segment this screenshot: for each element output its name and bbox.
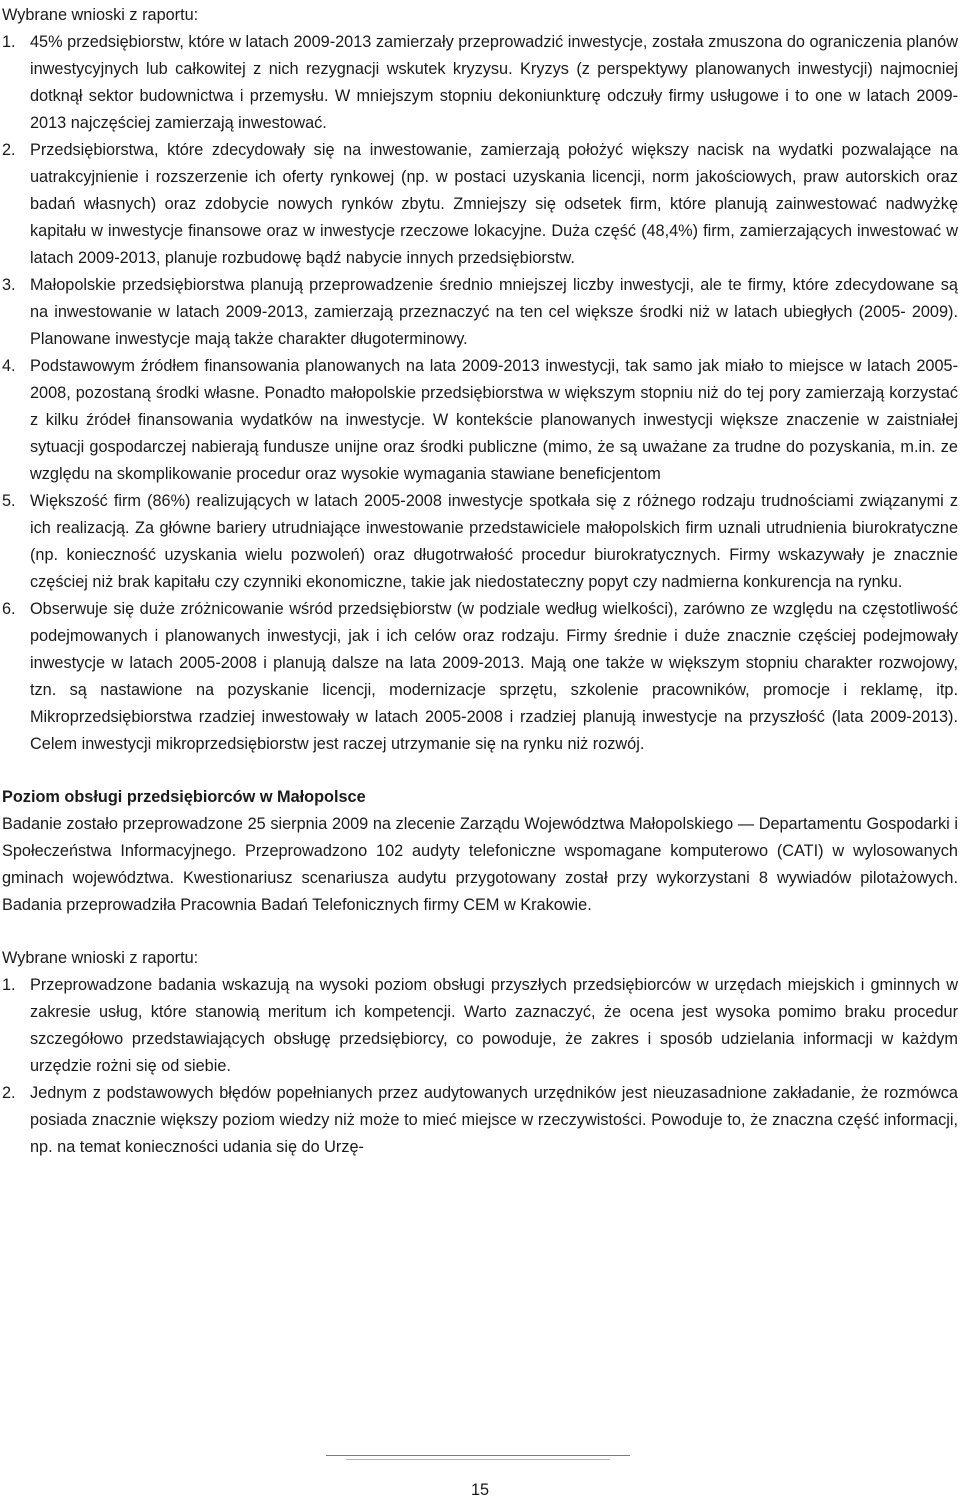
findings-intro-second: Wybrane wnioski z raportu: bbox=[2, 949, 199, 967]
page-number: 15 bbox=[470, 1481, 490, 1499]
list-item-number: 4. bbox=[2, 357, 16, 375]
list-item bbox=[2, 488, 958, 596]
list-item-text: Przeprowadzone badania wskazują na wysoki poziom obsługi przyszłych przedsiębiorców w urzędach miejskich i gminnych w zakresie usług, które stanowią meritum ich kompetencji. Warto zaznaczyć, że ocena jest wysoka pomimo braku procedur szczegółowo przedstawiających obsługę przedsiębiorcy, co powoduje, że zakres i sposób udzielania informacji w każdym urzędzie rożni się od siebie. bbox=[30, 976, 958, 1075]
list-item-text: Małopolskie przedsiębiorstwa planują przeprowadzenie średnio mniejszej liczby inwestycji, ale te firmy, które zdecydowane są na inwestowanie w latach 2009-2013, zamierzają przeznaczyć na ten cel większe środki niż w latach ubiegłych (2005- 2009). Planowane inwestycje mają także charakter długoterminowy. bbox=[30, 276, 958, 348]
footer-divider bbox=[326, 1455, 630, 1456]
list-item-number: 3. bbox=[2, 276, 16, 294]
list-item bbox=[2, 596, 958, 758]
list-item bbox=[2, 29, 958, 137]
list-item bbox=[2, 137, 958, 272]
section-paragraph: Badanie zostało przeprowadzone 25 sierpnia 2009 na zlecenie Zarządu Województwa Małopolskiego — Departamentu Gospodarki i Społeczeństwa Informacyjnego. Przeprowadzono 102 audyty telefoniczne wspomagane komputerowo (CATI) w wylosowanych gminach województwa. Kwestionariusz scenariusza audytu przygotowany został przy wykorzystani 8 wywiadów pilotażowych. Badania przeprowadziła Pracownia Badań Telefonicznych firmy CEM w Krakowie. bbox=[2, 815, 958, 914]
list-item bbox=[2, 1080, 958, 1161]
findings-list-second bbox=[2, 972, 958, 1161]
list-item-text: Obserwuje się duże zróżnicowanie wśród przedsiębiorstw (w podziale według wielkości), zarówno ze względu na częstotliwość podejmowanych i planowanych inwestycji, jak i ich celów oraz rodzaju. Firmy średnie i duże znacznie częściej podejmowały inwestycje w latach 2005-2008 i planują dalsze na lata 2009-2013. Mają one także w większym stopniu charakter rozwojowy, tzn. są nastawione na pozyskanie licencji, modernizacje sprzętu, szkolenie pracowników, promocje i reklamę, itp. Mikroprzedsiębiorstwa rzadziej inwestowały w latach 2005-2008 i rzadziej planują inwestycje na przyszłość (lata 2009-2013). Celem inwestycji mikroprzedsiębiorstw jest raczej utrzymanie się na rynku niż rozwój. bbox=[30, 600, 958, 753]
list-item-number: 2. bbox=[2, 1084, 16, 1102]
list-item-number: 5. bbox=[2, 492, 16, 510]
list-item-text: Większość firm (86%) realizujących w latach 2005-2008 inwestycje spotkała się z różnego rodzaju trudnościami związanymi z ich realizacją. Za główne bariery utrudniające inwestowanie przedstawiciele małopolskich firm uznali utrudnienia biurokratyczne (np. konieczność uzyskania wielu pozwoleń) oraz długotrwałość procedur biurokratycznych. Firmy wskazywały je znacznie częściej niż brak kapitału czy czynniki ekonomiczne, takie jak niedostateczny popyt czy nadmierna konkurencja na rynku. bbox=[30, 492, 958, 591]
list-item-text: Jednym z podstawowych błędów popełnianych przez audytowanych urzędników jest nieuzasadnione zakładanie, że rozmówca posiada znacznie większy poziom wiedzy niż może to mieć miejsce w rzeczywistości. Powoduje to, że znaczna część informacji, np. na temat konieczności udania się do Urzę- bbox=[30, 1084, 958, 1156]
list-item-number: 1. bbox=[2, 976, 16, 994]
footer-divider-secondary bbox=[346, 1459, 610, 1460]
list-item-text: Podstawowym źródłem finansowania planowanych na lata 2009-2013 inwestycji, tak samo jak miało to miejsce w latach 2005-2008, pozostaną środki własne. Ponadto małopolskie przedsiębiorstwa w większym stopniu niż do tej pory zamierzają korzystać z kilku źródeł finansowania wydatków na inwestycje. W kontekście planowanych inwestycji większe znaczenie w zaistniałej sytuacji gospodarczej nabierają fundusze unijne oraz środki publiczne (mimo, że są uważane za trudne do pozyskania, m.in. ze względu na skomplikowanie procedur oraz wysokie wymagania stawiane beneficjentom bbox=[30, 357, 958, 483]
list-item-number: 1. bbox=[2, 33, 16, 51]
section-heading: Poziom obsługi przedsiębiorców w Małopolsce bbox=[2, 788, 366, 806]
list-item-number: 2. bbox=[2, 141, 16, 159]
list-item bbox=[2, 353, 958, 488]
findings-list bbox=[2, 29, 958, 758]
list-item-text: Przedsiębiorstwa, które zdecydowały się na inwestowanie, zamierzają położyć większy nacisk na wydatki pozwalające na uatrakcyjnienie i rozszerzenie ich oferty rynkowej (np. w postaci uzyskania licencji, norm jakościowych, praw autorskich oraz badań własnych) oraz zdobycie nowych rynków zbytu. Zmniejszy się odsetek firm, które planują zainwestować nadwyżkę kapitału w inwestycje finansowe oraz w inwestycje rzeczowe lokacyjne. Duża część (48,4%) firm, zamierzających inwestować w latach 2009-2013, planuje rozbudowę bądź nabycie innych przedsiębiorstw. bbox=[30, 141, 958, 267]
list-item bbox=[2, 272, 958, 353]
findings-intro: Wybrane wnioski z raportu: bbox=[2, 6, 199, 24]
list-item-number: 6. bbox=[2, 600, 16, 618]
list-item bbox=[2, 972, 958, 1080]
list-item-text: 45% przedsiębiorstw, które w latach 2009-2013 zamierzały przeprowadzić inwestycje, została zmuszona do ograniczenia planów inwestycyjnych lub całkowitej z nich rezygnacji wskutek kryzysu. Kryzys (z perspektywy planowanych inwestycji) najmocniej dotknął sektor budownictwa i przemysłu. W mniejszym stopniu dekoniunkturę odczuły firmy usługowe i to one w latach 2009-2013 najczęściej zamierzają inwestować. bbox=[30, 33, 958, 132]
